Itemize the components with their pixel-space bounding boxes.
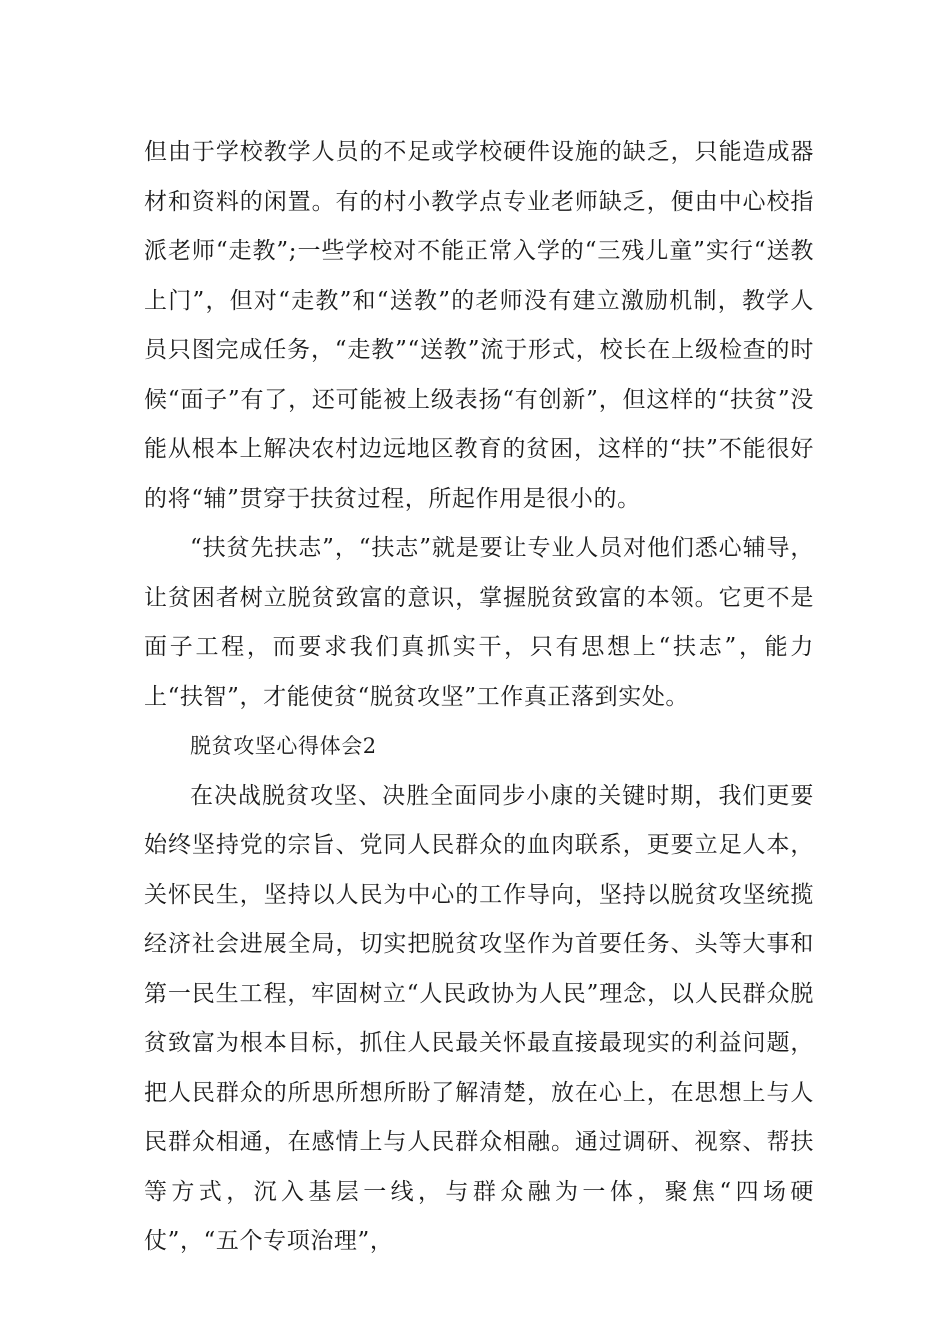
paragraph-continued: 但由于学校教学人员的不足或学校硬件设施的缺乏，只能造成器材和资料的闲置。有的村小教学点专业老师缺乏，便由中心校指派老师“走教”;一些学校对不能正常入学的“三残儿童”实行“送教上门”，但对“走教”和“送教”的老师没有建立激励机制，教学人员只图完成任务，“走教”“送教”流于形式，校长在上级检查的时候“面子”有了，还可能被上级表扬“有创新”，但这样的“扶贫”没能从根本上解决农村边远地区教育的贫困，这样的“扶”不能很好的将“辅”贯穿于扶贫过程，所起作用是很小的。 <box>144 139 814 512</box>
paragraph-fupin-xian-fuzhi: “扶贫先扶志”，“扶志”就是要让专业人员对他们悉心辅导，让贫困者树立脱贫致富的意识，掌握脱贫致富的本领。它更不是面子工程，而要求我们真抓实干，只有思想上“扶志”，能力上“扶智”，才能使贫“脱贫攻坚”工作真正落到实处。 <box>144 535 814 710</box>
paragraph-section-2: 在决战脱贫攻坚、决胜全面同步小康的关键时期，我们更要始终坚持党的宗旨、党同人民群众的血肉联系，更要立足人本，关怀民生，坚持以人民为中心的工作导向，坚持以脱贫攻坚统揽经济社会进展全局，切实把脱贫攻坚作为首要任务、头等大事和第一民生工程，牢固树立“人民政协为人民”理念，以人民群众脱贫致富为根本目标，抓住人民最关怀最直接最现实的利益问题，把人民群众的所思所想所盼了解清楚，放在心上，在思想上与人民群众相通，在感情上与人民群众相融。通过调研、视察、帮扶等方式，沉入基层一线，与群众融为一体，聚焦“四场硬仗”，“五个专项治理”， <box>144 782 814 1254</box>
document-body <box>144 128 814 1267</box>
section-heading: 脱贫攻坚心得体会2 <box>190 734 377 758</box>
